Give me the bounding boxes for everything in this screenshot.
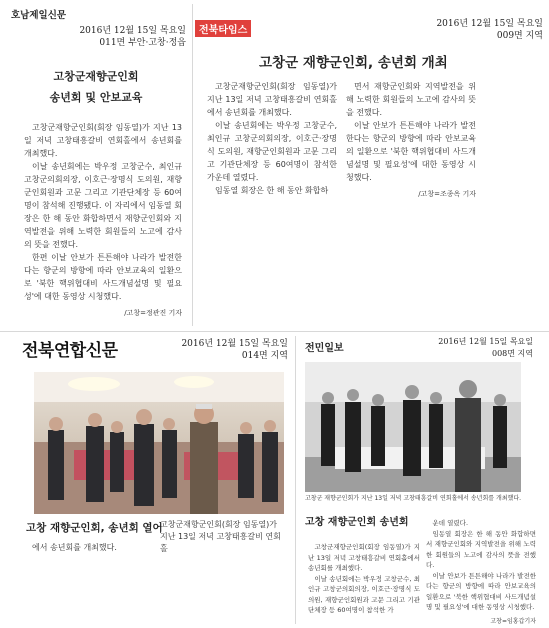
photo-caption: 고창군 재향군인회가 지난 13일 저녁 고창태흥갈비 연회홀에서 송년회를 개최했다. xyxy=(305,495,522,502)
publish-date: 2016년 12월 15일 목요일 xyxy=(181,339,288,349)
byline: /고창=정관진 기자 xyxy=(124,309,182,317)
byline: /고창=조종옥 기자 xyxy=(418,190,476,198)
event-photo xyxy=(34,372,284,514)
page-section: 009면 지역 xyxy=(496,31,543,41)
paragraph: 임동열 회장은 한 해 동안 화합하면서 재향군인회와 지역발전을 위해 노력한 회원들의 노고에 감사의 뜻을 전했다. xyxy=(426,529,536,569)
dateline xyxy=(436,18,543,42)
event-photo xyxy=(305,362,521,492)
paragraph: 이날 송년회에는 박우정 고창군수, 최인규 고창군의회의장, 이호근·장명식 도의원, 재향군인회원과 고문 그리고 기관단체장 등 60여명이 참석해 진행됐다. 이 자리에서 임동열 회장은 한 해 동안 화합하면서 재향군인회와 지역발전을 위해 노력한 회원들의 노고에 감사의 뜻을 전했다. xyxy=(24,162,182,249)
publish-date: 2016년 12월 15일 목요일 xyxy=(436,19,543,29)
paragraph: 면서 재향군인회와 지역발전을 위해 노력한 회원들의 노고에 감사의 뜻을 전했다. xyxy=(346,82,476,117)
clip-jeonbuk-times xyxy=(193,0,549,330)
event-photo-image xyxy=(34,372,284,514)
newspaper-name: 전민일보 xyxy=(305,343,344,354)
byline: 고창=임홍갑기자 xyxy=(490,617,536,625)
headline: 고창군 재향군인회, 송년회 개최 xyxy=(259,55,448,71)
page-section: 011면 부안·고창·정읍 xyxy=(99,38,186,48)
paragraph: 고창군재향군인회(회장 임동열)가 지난 13일 저녁 고창태흥갈비 연회홀에서 송년회를 개최했다. xyxy=(308,543,420,572)
article-col-right xyxy=(346,80,476,201)
newspaper-name: 호남제일신문 xyxy=(11,10,67,21)
dateline xyxy=(79,25,186,49)
article-col-right xyxy=(426,518,536,627)
clip-honam xyxy=(0,0,192,330)
paragraph: 이날 송년회에는 박우정 고창군수, 최인규 고창군의회의장, 이호근·장명식 도의원, 재향군인회원과 고문 그리고 기관단체장 등 60여명이 참석한 가 xyxy=(308,574,420,614)
article-col-left xyxy=(308,542,420,616)
headline: 고창 재향군인회, 송년회 열어 xyxy=(26,522,163,534)
paragraph: 고창군재향군인회(회장 임동열)가 지난 13일 저녁 고창태흥갈비 연회홀에서 송년회를 개최했다. xyxy=(24,123,182,158)
paragraph: 이날 안보가 튼튼해야 나라가 발전한다는 향군의 방향에 따라 안보교육의 일환으로 '북한 핵위협대비 사드개념설명 및 필요성'에 대한 동영상 시청했다. xyxy=(426,571,536,611)
clip-jeonbuk-yeonhap xyxy=(0,332,294,628)
paragraph: 고창군재향군인회(회장 임동열)가 지난 13일 저녁 고창태흥갈비 연회홀에서 송년회를 개최했다. xyxy=(207,82,337,117)
paragraph: 이날 송년회에는 박우정 고창군수, 최인규 고창군의회의장, 이호근·장명식 도의원, 재향군인회원과 고문 그리고 기관단체장 등 60여명이 참석한 가운데 열렸다. xyxy=(207,121,337,182)
article-body xyxy=(24,121,182,320)
clip-jeonmin xyxy=(296,332,549,628)
headline xyxy=(0,66,192,108)
paragraph: 한편 이날 안보가 튼튼해야 나라가 발전한다는 향군의 방향에 따라 안보교육의 일환으로 '북한 핵위협대비 사드개념설명 및 필요성'에 대한 동영상 시청했다. xyxy=(24,253,182,301)
publish-date: 2016년 12월 15일 목요일 xyxy=(79,26,186,36)
page-section: 008면 지역 xyxy=(492,349,533,358)
article-col-left xyxy=(207,80,337,197)
headline-line-2: 송년회 및 안보교육 xyxy=(49,91,143,104)
dateline xyxy=(438,336,533,360)
newspaper-name: 전북타임스 xyxy=(195,20,251,37)
page-section: 014면 지역 xyxy=(241,351,288,361)
headline: 고창 재향군인회 송년회 xyxy=(305,517,409,528)
headline-line-1: 고창군재향군인회 xyxy=(53,70,139,83)
event-photo-image xyxy=(305,362,521,492)
dateline xyxy=(181,338,288,362)
publish-date: 2016년 12월 15일 목요일 xyxy=(438,337,533,346)
lead-text-right: 고창군재향군인회(회장 임동열)가 지난 13일 저녁 고창태흥갈비 연회홀 xyxy=(160,520,281,553)
paragraph: 임동열 회장은 한 해 동안 화합하 xyxy=(215,186,329,195)
paragraph: 운데 열렸다. xyxy=(432,519,469,527)
lead-text-left: 에서 송년회를 개최했다. xyxy=(32,543,117,552)
paragraph: 이날 안보가 튼튼해야 나라가 발전한다는 향군의 방향에 따라 안보교육의 일환으로 '북한 핵위협대비 사드개념설명 및 필요성'에 대한 동영상 시청했다. xyxy=(346,121,476,182)
newspaper-name: 전북연합신문 xyxy=(22,341,118,361)
